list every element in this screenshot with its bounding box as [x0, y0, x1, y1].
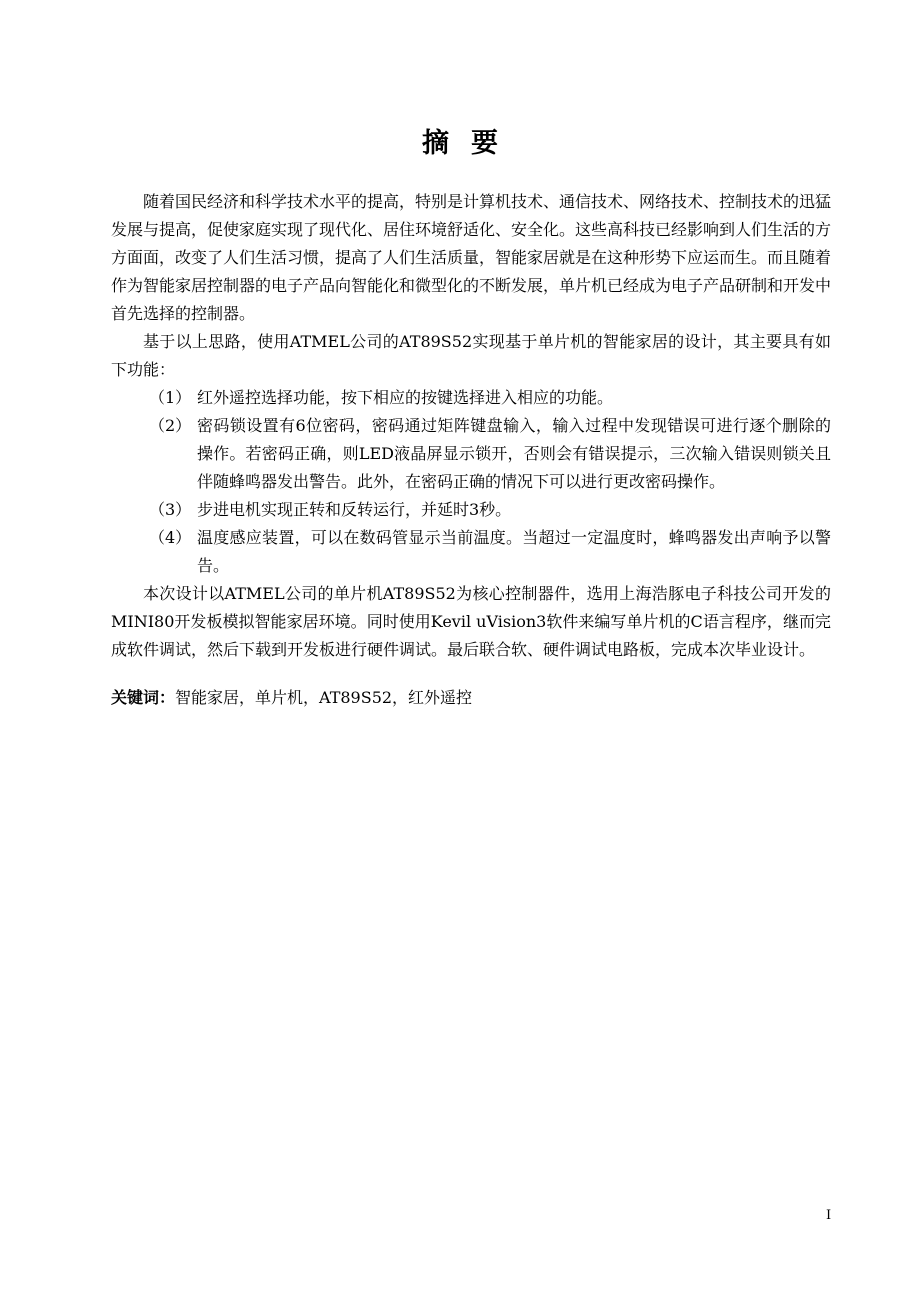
- list-item: [111, 384, 831, 412]
- keywords-value: 智能家居，单片机，AT89S52，红外遥控: [175, 688, 473, 707]
- keywords-label: 关键词：: [111, 688, 176, 707]
- list-item-text: 红外遥控选择功能，按下相应的按键选择进入相应的功能。: [197, 388, 614, 407]
- keywords-line: [111, 684, 831, 712]
- list-item: [111, 412, 831, 496]
- list-item-text: 密码锁设置有6位密码，密码通过矩阵键盘输入，输入过程中发现错误可进行逐个删除的操作。若密码正确，则LED液晶屏显示锁开，否则会有错误提示，三次输入错误则锁关且伴随蜂鸣器发出警告。此外，在密码正确的情况下可以进行更改密码操作。: [197, 416, 831, 491]
- abstract-body: [111, 188, 831, 712]
- list-item-number: （4）: [149, 528, 192, 547]
- list-item: [111, 496, 831, 524]
- page-number: I: [826, 1208, 832, 1223]
- intro-paragraph: 随着国民经济和科学技术水平的提高，特别是计算机技术、通信技术、网络技术、控制技术的迅猛发展与提高，促使家庭实现了现代化、居住环境舒适化、安全化。这些高科技已经影响到人们生活的方方面面，改变了人们生活习惯，提高了人们生活质量，智能家居就是在这种形势下应运而生。而且随着作为智能家居控制器的电子产品向智能化和微型化的不断发展，单片机已经成为电子产品研制和开发中首先选择的控制器。: [111, 192, 832, 323]
- list-item-text: 步进电机实现正转和反转运行，并延时3秒。: [197, 500, 512, 519]
- list-item-number: （2）: [149, 416, 192, 435]
- list-item-number: （1）: [149, 388, 192, 407]
- page-title: 摘要: [422, 128, 520, 159]
- closing-paragraph: 本次设计以ATMEL公司的单片机AT89S52为核心控制器件，选用上海浩豚电子科技公司开发的MINI80开发板模拟智能家居环境。同时使用Kevil uVision3软件来编写单片机的C语言程序，继而完成软件调试，然后下载到开发板进行硬件调试。最后联合软、硬件调试电路板，完成本次毕业设计。: [111, 584, 831, 659]
- list-item-text: 温度感应装置，可以在数码管显示当前温度。当超过一定温度时，蜂鸣器发出声响予以警告。: [197, 528, 831, 575]
- feature-list: [111, 384, 831, 580]
- approach-paragraph: 基于以上思路，使用ATMEL公司的AT89S52实现基于单片机的智能家居的设计，其主要具有如下功能：: [111, 332, 831, 379]
- list-item-number: （3）: [149, 500, 192, 519]
- list-item: [111, 524, 831, 580]
